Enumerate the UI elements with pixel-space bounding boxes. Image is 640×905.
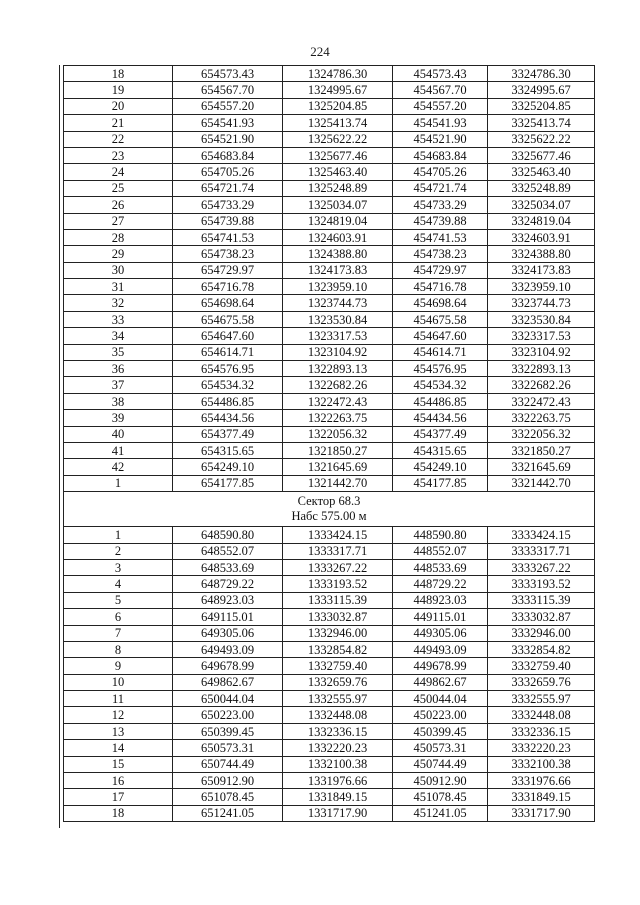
x1-cell: 654705.26 (173, 164, 283, 180)
table-row (64, 658, 595, 674)
y1-cell: 1325204.85 (283, 98, 393, 114)
x1-cell: 649678.99 (173, 658, 283, 674)
x2-cell: 454614.71 (393, 344, 488, 360)
x2-cell: 454705.26 (393, 164, 488, 180)
sector-header-row (64, 492, 595, 527)
point-number-cell: 33 (64, 311, 173, 327)
x1-cell: 654567.70 (173, 82, 283, 98)
x1-cell: 650044.04 (173, 691, 283, 707)
point-number-cell: 24 (64, 164, 173, 180)
y1-cell: 1324995.67 (283, 82, 393, 98)
table-row (64, 756, 595, 772)
x2-cell: 454557.20 (393, 98, 488, 114)
x1-cell: 654739.88 (173, 213, 283, 229)
point-number-cell: 10 (64, 674, 173, 690)
x2-cell: 450399.45 (393, 723, 488, 739)
table-row (64, 98, 595, 114)
table-row (64, 576, 595, 592)
x1-cell: 654698.64 (173, 295, 283, 311)
table-row (64, 262, 595, 278)
x1-cell: 649305.06 (173, 625, 283, 641)
point-number-cell: 18 (64, 66, 173, 82)
y2-cell: 3325034.07 (488, 197, 595, 213)
point-number-cell: 6 (64, 609, 173, 625)
x1-cell: 648533.69 (173, 559, 283, 575)
y2-cell: 3324388.80 (488, 246, 595, 262)
y2-cell: 3333267.22 (488, 559, 595, 575)
table-row (64, 625, 595, 641)
y1-cell: 1332555.97 (283, 691, 393, 707)
y2-cell: 3331717.90 (488, 805, 595, 821)
y1-cell: 1333267.22 (283, 559, 393, 575)
y2-cell: 3322056.32 (488, 426, 595, 442)
point-number-cell: 31 (64, 279, 173, 295)
y2-cell: 3324786.30 (488, 66, 595, 82)
y2-cell: 3323317.53 (488, 328, 595, 344)
table-row (64, 805, 595, 821)
x2-cell: 454486.85 (393, 393, 488, 409)
table-row (64, 131, 595, 147)
x1-cell: 654741.53 (173, 229, 283, 245)
y2-cell: 3332220.23 (488, 740, 595, 756)
point-number-cell: 42 (64, 459, 173, 475)
y2-cell: 3325413.74 (488, 115, 595, 131)
x2-cell: 450044.04 (393, 691, 488, 707)
y2-cell: 3324173.83 (488, 262, 595, 278)
y2-cell: 3333115.39 (488, 592, 595, 608)
y1-cell: 1323744.73 (283, 295, 393, 311)
x2-cell: 448729.22 (393, 576, 488, 592)
x2-cell: 448552.07 (393, 543, 488, 559)
point-number-cell: 1 (64, 475, 173, 491)
x2-cell: 450912.90 (393, 773, 488, 789)
x1-cell: 654738.23 (173, 246, 283, 262)
x1-cell: 650399.45 (173, 723, 283, 739)
y2-cell: 3323744.73 (488, 295, 595, 311)
x1-cell: 650912.90 (173, 773, 283, 789)
point-number-cell: 23 (64, 147, 173, 163)
point-number-cell: 21 (64, 115, 173, 131)
x1-cell: 654614.71 (173, 344, 283, 360)
x2-cell: 454377.49 (393, 426, 488, 442)
point-number-cell: 14 (64, 740, 173, 756)
x1-cell: 654675.58 (173, 311, 283, 327)
x1-cell: 654683.84 (173, 147, 283, 163)
x2-cell: 454729.97 (393, 262, 488, 278)
y2-cell: 3332555.97 (488, 691, 595, 707)
y2-cell: 3324819.04 (488, 213, 595, 229)
table-row (64, 426, 595, 442)
y2-cell: 3332946.00 (488, 625, 595, 641)
table-row (64, 459, 595, 475)
x1-cell: 648590.80 (173, 527, 283, 543)
y2-cell: 3333193.52 (488, 576, 595, 592)
table-row (64, 691, 595, 707)
y2-cell: 3323959.10 (488, 279, 595, 295)
y2-cell: 3332854.82 (488, 641, 595, 657)
y1-cell: 1332854.82 (283, 641, 393, 657)
point-number-cell: 41 (64, 442, 173, 458)
table-row (64, 229, 595, 245)
y1-cell: 1325034.07 (283, 197, 393, 213)
y1-cell: 1322682.26 (283, 377, 393, 393)
x2-cell: 448533.69 (393, 559, 488, 575)
y1-cell: 1325622.22 (283, 131, 393, 147)
y1-cell: 1322893.13 (283, 361, 393, 377)
table-row (64, 393, 595, 409)
coordinates-rows-first (64, 66, 595, 492)
point-number-cell: 2 (64, 543, 173, 559)
point-number-cell: 38 (64, 393, 173, 409)
x1-cell: 654721.74 (173, 180, 283, 196)
sector-height-label: Набс 575.00 м (291, 509, 367, 524)
y2-cell: 3322682.26 (488, 377, 595, 393)
point-number-cell: 20 (64, 98, 173, 114)
y2-cell: 3332100.38 (488, 756, 595, 772)
x1-cell: 654716.78 (173, 279, 283, 295)
y2-cell: 3325677.46 (488, 147, 595, 163)
table-row (64, 328, 595, 344)
x1-cell: 648552.07 (173, 543, 283, 559)
x1-cell: 654576.95 (173, 361, 283, 377)
table-row (64, 66, 595, 82)
sector-header-cell (64, 492, 595, 527)
table-row (64, 410, 595, 426)
y1-cell: 1323530.84 (283, 311, 393, 327)
y1-cell: 1333032.87 (283, 609, 393, 625)
x2-cell: 454249.10 (393, 459, 488, 475)
table-row (64, 213, 595, 229)
x1-cell: 654177.85 (173, 475, 283, 491)
x2-cell: 449305.06 (393, 625, 488, 641)
y1-cell: 1325677.46 (283, 147, 393, 163)
table-row (64, 707, 595, 723)
table-row (64, 592, 595, 608)
x1-cell: 650573.31 (173, 740, 283, 756)
point-number-cell: 12 (64, 707, 173, 723)
x1-cell: 654521.90 (173, 131, 283, 147)
y2-cell: 3331976.66 (488, 773, 595, 789)
coordinates-rows-second (64, 527, 595, 822)
point-number-cell: 35 (64, 344, 173, 360)
table-row (64, 361, 595, 377)
x2-cell: 454738.23 (393, 246, 488, 262)
x2-cell: 454683.84 (393, 147, 488, 163)
table-row (64, 147, 595, 163)
table-row (64, 641, 595, 657)
y2-cell: 3333317.71 (488, 543, 595, 559)
y2-cell: 3321850.27 (488, 442, 595, 458)
table-row (64, 311, 595, 327)
table-row (64, 773, 595, 789)
point-number-cell: 17 (64, 789, 173, 805)
x1-cell: 650744.49 (173, 756, 283, 772)
x2-cell: 454315.65 (393, 442, 488, 458)
y2-cell: 3333424.15 (488, 527, 595, 543)
y2-cell: 3322263.75 (488, 410, 595, 426)
x1-cell: 651078.45 (173, 789, 283, 805)
y2-cell: 3333032.87 (488, 609, 595, 625)
table-row (64, 609, 595, 625)
point-number-cell: 32 (64, 295, 173, 311)
x2-cell: 454741.53 (393, 229, 488, 245)
x2-cell: 449862.67 (393, 674, 488, 690)
sector-title: Сектор 68.3 (297, 494, 361, 509)
table-row (64, 543, 595, 559)
x1-cell: 654315.65 (173, 442, 283, 458)
y1-cell: 1332220.23 (283, 740, 393, 756)
x2-cell: 454521.90 (393, 131, 488, 147)
y2-cell: 3323530.84 (488, 311, 595, 327)
point-number-cell: 37 (64, 377, 173, 393)
point-number-cell: 29 (64, 246, 173, 262)
y1-cell: 1325413.74 (283, 115, 393, 131)
point-number-cell: 4 (64, 576, 173, 592)
y1-cell: 1322472.43 (283, 393, 393, 409)
x2-cell: 449678.99 (393, 658, 488, 674)
y2-cell: 3322472.43 (488, 393, 595, 409)
y1-cell: 1331976.66 (283, 773, 393, 789)
y2-cell: 3325204.85 (488, 98, 595, 114)
x1-cell: 654557.20 (173, 98, 283, 114)
x2-cell: 448923.03 (393, 592, 488, 608)
y1-cell: 1324819.04 (283, 213, 393, 229)
y1-cell: 1321645.69 (283, 459, 393, 475)
x1-cell: 654573.43 (173, 66, 283, 82)
x2-cell: 451078.45 (393, 789, 488, 805)
y2-cell: 3325463.40 (488, 164, 595, 180)
y1-cell: 1332100.38 (283, 756, 393, 772)
x2-cell: 454675.58 (393, 311, 488, 327)
x1-cell: 651241.05 (173, 805, 283, 821)
y1-cell: 1322263.75 (283, 410, 393, 426)
x1-cell: 654249.10 (173, 459, 283, 475)
x1-cell: 650223.00 (173, 707, 283, 723)
x2-cell: 454541.93 (393, 115, 488, 131)
table-row (64, 82, 595, 98)
y1-cell: 1332759.40 (283, 658, 393, 674)
x2-cell: 449493.09 (393, 641, 488, 657)
point-number-cell: 18 (64, 805, 173, 821)
x2-cell: 449115.01 (393, 609, 488, 625)
x2-cell: 450573.31 (393, 740, 488, 756)
y2-cell: 3321442.70 (488, 475, 595, 491)
point-number-cell: 39 (64, 410, 173, 426)
x1-cell: 654534.32 (173, 377, 283, 393)
y1-cell: 1333317.71 (283, 543, 393, 559)
x2-cell: 450744.49 (393, 756, 488, 772)
y1-cell: 1324786.30 (283, 66, 393, 82)
x2-cell: 450223.00 (393, 707, 488, 723)
x2-cell: 454177.85 (393, 475, 488, 491)
table-row (64, 279, 595, 295)
x1-cell: 648923.03 (173, 592, 283, 608)
point-number-cell: 19 (64, 82, 173, 98)
y1-cell: 1332448.08 (283, 707, 393, 723)
x2-cell: 454721.74 (393, 180, 488, 196)
y1-cell: 1324173.83 (283, 262, 393, 278)
point-number-cell: 7 (64, 625, 173, 641)
point-number-cell: 9 (64, 658, 173, 674)
point-number-cell: 28 (64, 229, 173, 245)
y1-cell: 1325463.40 (283, 164, 393, 180)
x2-cell: 454434.56 (393, 410, 488, 426)
table-row (64, 197, 595, 213)
y1-cell: 1331849.15 (283, 789, 393, 805)
y1-cell: 1322056.32 (283, 426, 393, 442)
table-row (64, 164, 595, 180)
table-row (64, 344, 595, 360)
point-number-cell: 1 (64, 527, 173, 543)
point-number-cell: 30 (64, 262, 173, 278)
page-number: 224 (310, 44, 330, 59)
coordinates-table (63, 65, 595, 822)
y2-cell: 3324603.91 (488, 229, 595, 245)
y2-cell: 3325248.89 (488, 180, 595, 196)
y1-cell: 1333424.15 (283, 527, 393, 543)
x2-cell: 454567.70 (393, 82, 488, 98)
y2-cell: 3324995.67 (488, 82, 595, 98)
y1-cell: 1332659.76 (283, 674, 393, 690)
y2-cell: 3322893.13 (488, 361, 595, 377)
y1-cell: 1324603.91 (283, 229, 393, 245)
point-number-cell: 34 (64, 328, 173, 344)
x2-cell: 454573.43 (393, 66, 488, 82)
x2-cell: 454698.64 (393, 295, 488, 311)
y2-cell: 3332759.40 (488, 658, 595, 674)
y1-cell: 1331717.90 (283, 805, 393, 821)
point-number-cell: 16 (64, 773, 173, 789)
table-row (64, 115, 595, 131)
y1-cell: 1332336.15 (283, 723, 393, 739)
table-left-rule (59, 65, 60, 828)
point-number-cell: 40 (64, 426, 173, 442)
point-number-cell: 15 (64, 756, 173, 772)
point-number-cell: 25 (64, 180, 173, 196)
point-number-cell: 27 (64, 213, 173, 229)
y2-cell: 3331849.15 (488, 789, 595, 805)
table-row (64, 180, 595, 196)
y1-cell: 1333193.52 (283, 576, 393, 592)
y2-cell: 3325622.22 (488, 131, 595, 147)
y2-cell: 3332659.76 (488, 674, 595, 690)
y2-cell: 3332448.08 (488, 707, 595, 723)
y1-cell: 1324388.80 (283, 246, 393, 262)
table-row (64, 475, 595, 491)
y1-cell: 1321442.70 (283, 475, 393, 491)
table-row (64, 723, 595, 739)
y1-cell: 1323104.92 (283, 344, 393, 360)
x1-cell: 649493.09 (173, 641, 283, 657)
table-row (64, 789, 595, 805)
x1-cell: 654434.56 (173, 410, 283, 426)
point-number-cell: 5 (64, 592, 173, 608)
y1-cell: 1332946.00 (283, 625, 393, 641)
x2-cell: 454739.88 (393, 213, 488, 229)
table-row (64, 527, 595, 543)
table-row (64, 377, 595, 393)
y1-cell: 1323959.10 (283, 279, 393, 295)
x1-cell: 649115.01 (173, 609, 283, 625)
point-number-cell: 22 (64, 131, 173, 147)
point-number-cell: 8 (64, 641, 173, 657)
y2-cell: 3323104.92 (488, 344, 595, 360)
x1-cell: 648729.22 (173, 576, 283, 592)
y2-cell: 3332336.15 (488, 723, 595, 739)
y1-cell: 1321850.27 (283, 442, 393, 458)
y1-cell: 1325248.89 (283, 180, 393, 196)
x2-cell: 451241.05 (393, 805, 488, 821)
point-number-cell: 3 (64, 559, 173, 575)
x1-cell: 654733.29 (173, 197, 283, 213)
x2-cell: 454647.60 (393, 328, 488, 344)
x1-cell: 654486.85 (173, 393, 283, 409)
x2-cell: 454534.32 (393, 377, 488, 393)
x1-cell: 654729.97 (173, 262, 283, 278)
x2-cell: 448590.80 (393, 527, 488, 543)
table-row (64, 295, 595, 311)
table-row (64, 559, 595, 575)
x2-cell: 454576.95 (393, 361, 488, 377)
y2-cell: 3321645.69 (488, 459, 595, 475)
table-row (64, 674, 595, 690)
y1-cell: 1323317.53 (283, 328, 393, 344)
x1-cell: 649862.67 (173, 674, 283, 690)
point-number-cell: 11 (64, 691, 173, 707)
table-row (64, 740, 595, 756)
point-number-cell: 36 (64, 361, 173, 377)
point-number-cell: 13 (64, 723, 173, 739)
x1-cell: 654377.49 (173, 426, 283, 442)
x1-cell: 654541.93 (173, 115, 283, 131)
x2-cell: 454733.29 (393, 197, 488, 213)
table-row (64, 246, 595, 262)
x1-cell: 654647.60 (173, 328, 283, 344)
y1-cell: 1333115.39 (283, 592, 393, 608)
table-row (64, 442, 595, 458)
x2-cell: 454716.78 (393, 279, 488, 295)
point-number-cell: 26 (64, 197, 173, 213)
sector-section (64, 492, 595, 527)
